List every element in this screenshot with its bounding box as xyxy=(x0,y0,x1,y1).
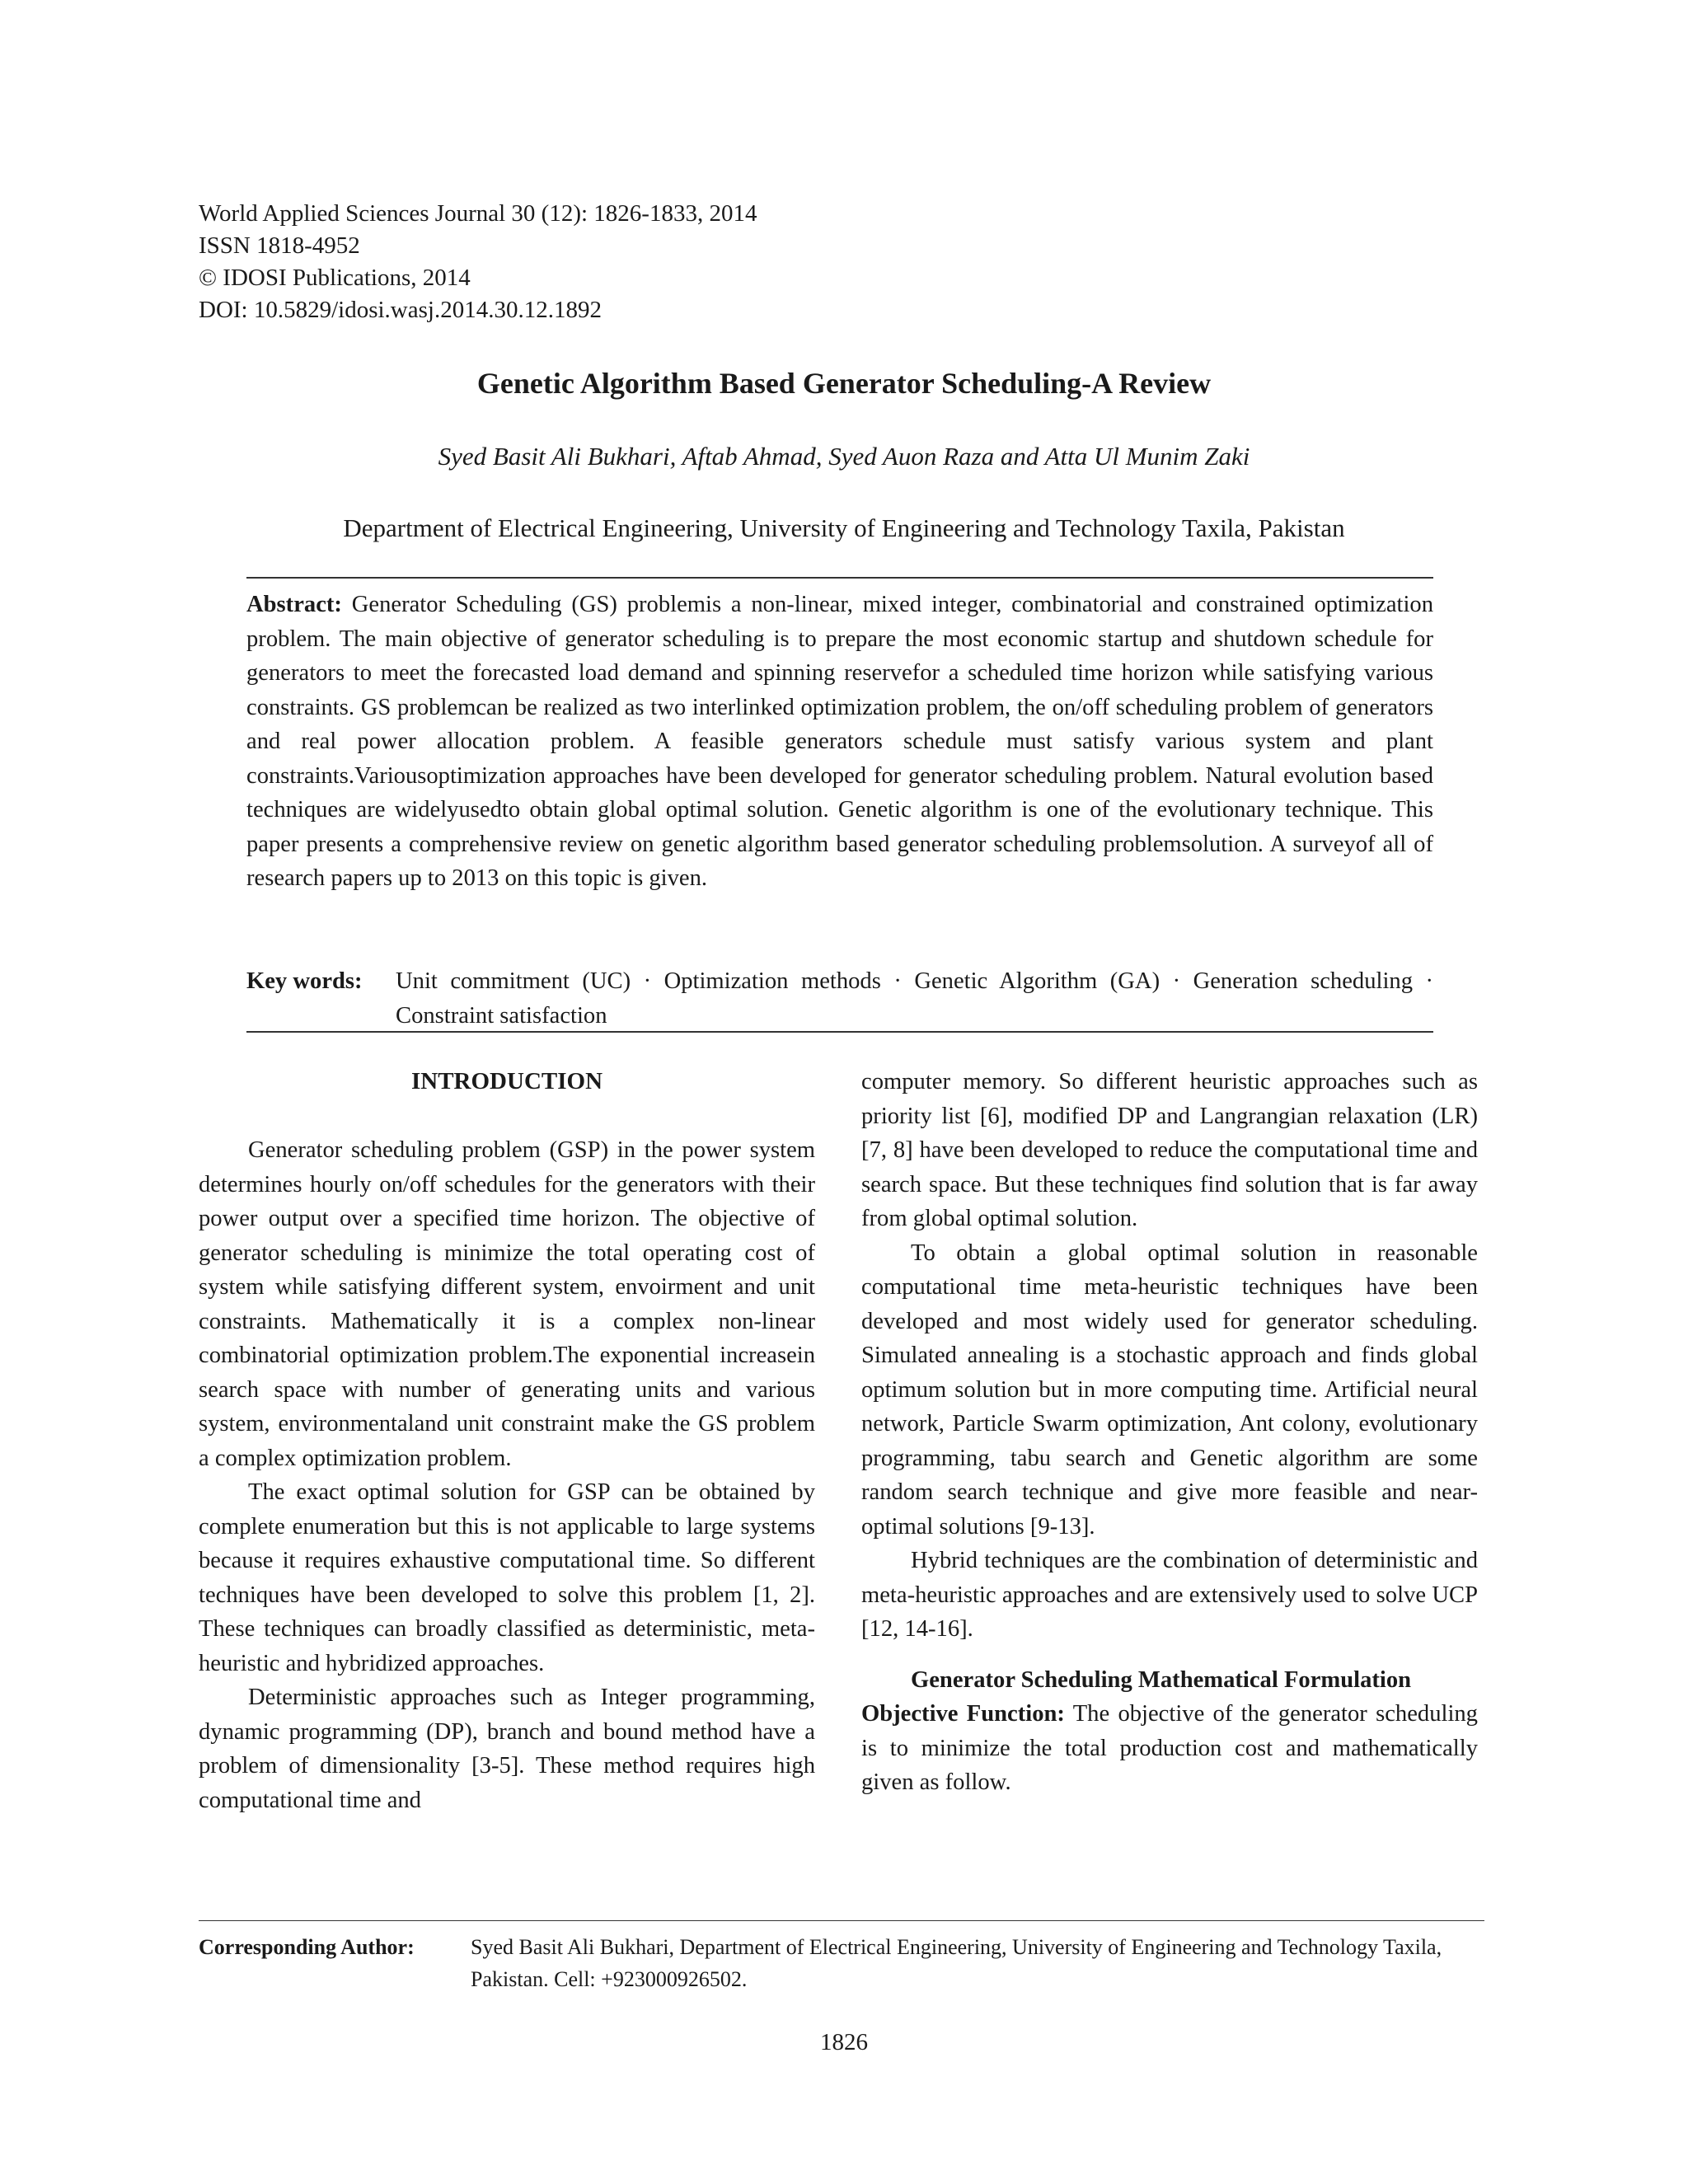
publisher: © IDOSI Publications, 2014 xyxy=(199,265,471,291)
abstract-label: Abstract: xyxy=(246,592,342,617)
paragraph: The exact optimal solution for GSP can be obtained by complete enumeration but this is not applicable to large systems because it requires exhaustive computational time. So different techniques have been developed to solve this problem [1, 2]. These techniques can broadly classified as deterministic, meta-heuristic and hybridized approaches. xyxy=(199,1479,815,1676)
corresponding-author xyxy=(199,1931,1484,1995)
journal-citation: World Applied Sciences Journal 30 (12): 1826-1833, 2014 xyxy=(199,200,757,227)
corresponding-author-text: Syed Basit Ali Bukhari, Department of Electrical Engineering, University of Engineering and Technology Taxila, Pakistan. Cell: +923000926502. xyxy=(471,1935,1442,1991)
corresponding-author-label: Corresponding Author: xyxy=(199,1935,415,1959)
abstract xyxy=(246,588,1433,896)
objective-label: Objective Function: xyxy=(861,1701,1065,1727)
left-column xyxy=(199,1065,815,1817)
section-heading: Generator Scheduling Mathematical Formulation xyxy=(911,1666,1412,1693)
paragraph-continued: computer memory. So different heuristic approaches such as priority list [6], modified DP and Langrangian relaxation (LR) [7, 8] have been developed to reduce the computational time and search space. But these techniques find solution that is far away from global optimal solution. xyxy=(861,1069,1478,1231)
objective-paragraph xyxy=(861,1697,1478,1800)
abstract-text: Generator Scheduling (GS) problemis a non-linear, mixed integer, combinatorial and constrained optimization problem. The main objective of generator scheduling is to prepare the most economic startup and shutdown schedule for generators to meet the forecasted load demand and spinning reservefor a scheduled time horizon while satisfying various constraints. GS problemcan be realized as two interlinked optimization problem, the on/off scheduling problem of generators and real power allocation problem. A feasible generators schedule must satisfy various system and plant constraints.Variousoptimization approaches have been developed for generator scheduling problem. Natural evolution based techniques are widelyusedto obtain global optimal solution. Genetic algorithm is one of the evolutionary technique. This paper presents a comprehensive review on genetic algorithm based generator scheduling problemsolution. A surveyof all of research papers up to 2013 on this topic is given. xyxy=(246,592,1433,891)
affiliation: Department of Electrical Engineering, University of Engineering and Technology Taxila, Pakistan xyxy=(343,513,1345,542)
paragraph: Hybrid techniques are the combination of deterministic and meta-heuristic approaches and are extensively used to solve UCP [12, 14-16]. xyxy=(861,1548,1478,1642)
doi: DOI: 10.5829/idosi.wasj.2014.30.12.1892 xyxy=(199,297,602,323)
issn: ISSN 1818-4952 xyxy=(199,232,360,259)
paper-title: Genetic Algorithm Based Generator Scheduling-A Review xyxy=(476,367,1212,400)
author-list: Syed Basit Ali Bukhari, Aftab Ahmad, Syed Auon Raza and Atta Ul Munim Zaki xyxy=(438,442,1250,471)
keywords-bottom-rule xyxy=(246,1031,1433,1033)
objective-text: The objective of the generator scheduling is to minimize the total production cost and mathematically given as follow. xyxy=(861,1701,1478,1795)
abstract-top-rule xyxy=(246,577,1433,579)
introduction-heading: INTRODUCTION xyxy=(410,1068,603,1094)
keywords xyxy=(246,964,1433,1033)
paragraph: Deterministic approaches such as Integer programming, dynamic programming (DP), branch and bound method have a problem of dimensionality [3-5]. These method requires high computational time and xyxy=(199,1685,815,1813)
paragraph: To obtain a global optimal solution in reasonable computational time meta-heuristic techniques have been developed and most widely used for generator scheduling. Simulated annealing is a stochastic approach and finds global optimum solution but in more computing time. Artificial neural network, Particle Swarm optimization, Ant colony, evolutionary programming, tabu search and Genetic algorithm are some random search technique and give more feasible and near-optimal solutions [9-13]. xyxy=(861,1240,1478,1540)
page-number: 1826 xyxy=(820,2029,868,2055)
keywords-text: Unit commitment (UC) · Optimization methods · Genetic Algorithm (GA) · Generation scheduling · Constraint satisfaction xyxy=(396,968,1433,1029)
paragraph: Generator scheduling problem (GSP) in the power system determines hourly on/off schedules for the generators with their power output over a specified time horizon. The objective of generator scheduling is minimize the total operating cost of system while satisfying different system, envoirment and unit constraints. Mathematically it is a complex non-linear combinatorial optimization problem.The exponential increasein search space with number of generating units and various system, environmentaland unit constraint make the GS problem a complex optimization problem. xyxy=(199,1137,815,1471)
footnote-rule xyxy=(199,1920,1484,1921)
right-column xyxy=(861,1065,1478,1800)
keywords-label: Key words: xyxy=(246,968,363,994)
journal-header xyxy=(199,198,757,326)
